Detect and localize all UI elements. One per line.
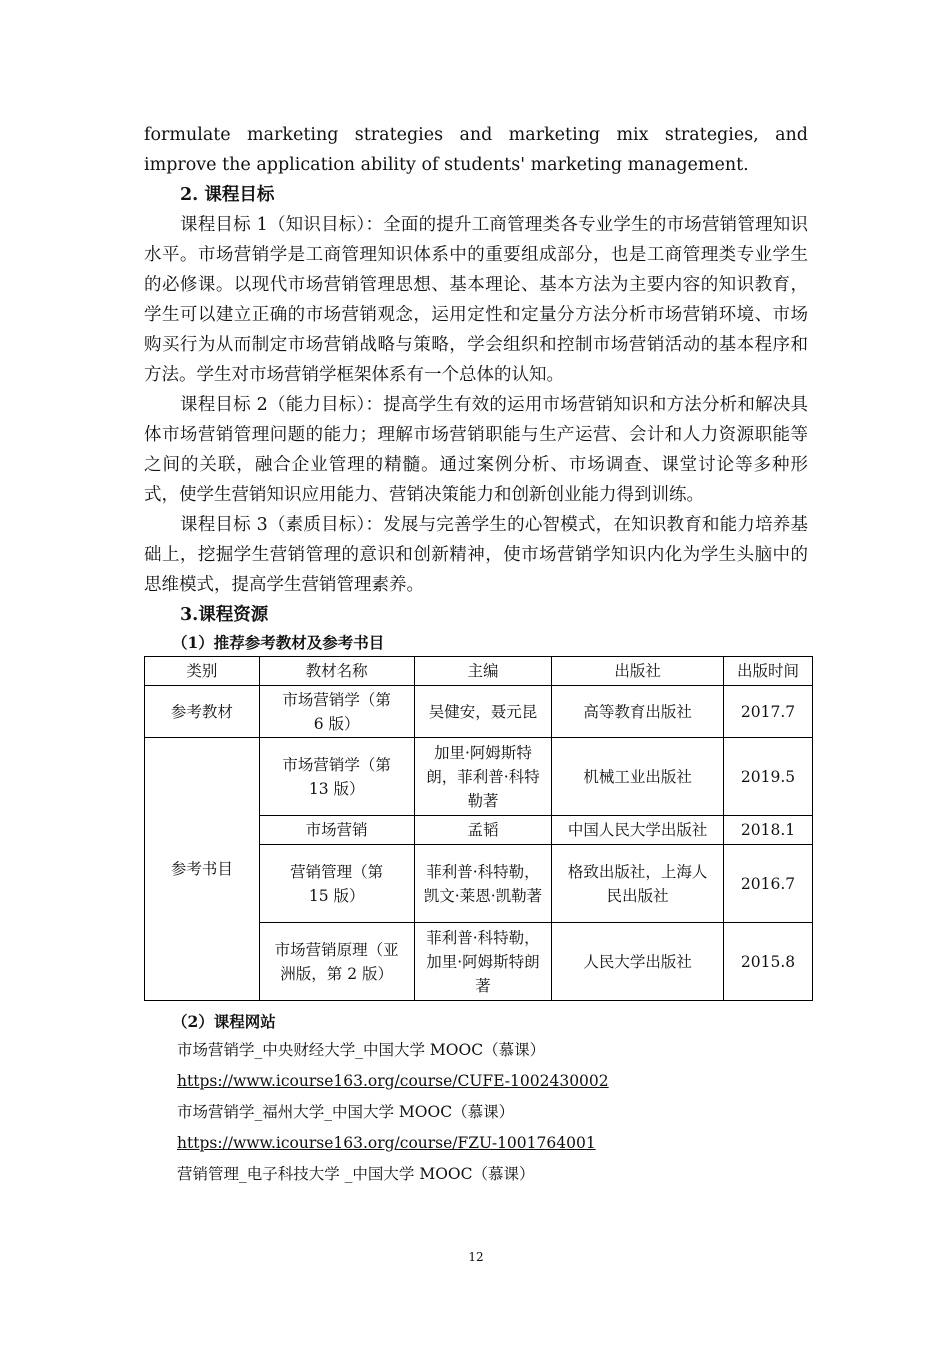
category-cell: 参考书目 [145,738,260,1001]
header-title: 教材名称 [259,657,414,686]
website-link[interactable]: https://www.icourse163.org/course/FZU-1001764001 [177,1134,596,1152]
editor-cell: 吴健安，聂元昆 [414,686,552,738]
website-title: 营销管理_电子科技大学 _中国大学 MOOC（慕课） [177,1165,535,1183]
section-heading-resources: 3.课程资源 [180,605,269,625]
publisher-cell: 中国人民大学出版社 [552,816,724,845]
goal-paragraph-1: 课程目标 1（知识目标）：全面的提升工商管理类各专业学生的市场营销管理知识水平。市场营销学是工商管理知识体系中的重要组成部分，也是工商管理类专业学生的必修课。以现代市场营销管理思想、基本理论、基本方法为主要内容的知识教育，学生可以建立正确的市场营销观念，运用定性和定量分方法分析市场营销环境、市场购买行为从而制定市场营销战略与策略，学会组织和控制市场营销活动的基本程序和方法。学生对市场营销学框架体系有一个总体的认知。 [144,215,808,385]
title-cell: 营销管理（第 15 版） [259,845,414,923]
title-cell: 市场营销原理（亚洲版，第 2 版） [259,923,414,1001]
reference-table [144,656,813,1001]
subheading-websites: （2）课程网站 [172,1012,276,1031]
category-cell: 参考教材 [145,686,260,738]
table-row [145,738,813,816]
header-year: 出版时间 [724,657,813,686]
editor-cell: 孟韬 [414,816,552,845]
editor-cell: 菲利普·科特勒，加里·阿姆斯特朗著 [414,923,552,1001]
page-number: 12 [468,1250,484,1264]
website-title: 市场营销学_中央财经大学_中国大学 MOOC（慕课） [177,1041,546,1059]
year-cell: 2019.5 [724,738,813,816]
year-cell: 2016.7 [724,845,813,923]
website-title: 市场营销学_福州大学_中国大学 MOOC（慕课） [177,1103,515,1121]
website-link[interactable]: https://www.icourse163.org/course/CUFE-1002430002 [177,1072,609,1090]
year-cell: 2017.7 [724,686,813,738]
year-cell: 2015.8 [724,923,813,1001]
publisher-cell: 格致出版社，上海人民出版社 [552,845,724,923]
header-category: 类别 [145,657,260,686]
editor-cell: 加里·阿姆斯特朗，菲利普·科特勒著 [414,738,552,816]
table-header-row [145,657,813,686]
title-cell: 市场营销学（第 13 版） [259,738,414,816]
goal-paragraph-3: 课程目标 3（素质目标）：发展与完善学生的心智模式，在知识教育和能力培养基础上，挖掘学生营销管理的意识和创新精神，使市场营销学知识内化为学生头脑中的思维模式，提高学生营销管理素养。 [144,515,808,595]
document-page [144,120,808,1190]
year-cell: 2018.1 [724,816,813,845]
course-website-list [177,1035,808,1190]
section-heading-goals: 2. 课程目标 [180,185,275,205]
goal-paragraph-2: 课程目标 2（能力目标）：提高学生有效的运用市场营销知识和方法分析和解决具体市场营销管理问题的能力；理解市场营销职能与生产运营、会计和人力资源职能等之间的关联，融合企业管理的精髓。通过案例分析、市场调查、课堂讨论等多种形式，使学生营销知识应用能力、营销决策能力和创新创业能力得到训练。 [144,395,808,505]
publisher-cell: 高等教育出版社 [552,686,724,738]
publisher-cell: 机械工业出版社 [552,738,724,816]
header-publisher: 出版社 [552,657,724,686]
publisher-cell: 人民大学出版社 [552,923,724,1001]
header-editor: 主编 [414,657,552,686]
table-row [145,686,813,738]
subheading-textbooks: （1）推荐参考教材及参考书目 [172,633,385,652]
editor-cell: 菲利普·科特勒，凯文·莱恩·凯勒著 [414,845,552,923]
title-cell: 市场营销学（第 6 版） [259,686,414,738]
intro-paragraph: formulate marketing strategies and marketing mix strategies, and improve the application ability of students' marketing management. [144,125,808,175]
title-cell: 市场营销 [259,816,414,845]
